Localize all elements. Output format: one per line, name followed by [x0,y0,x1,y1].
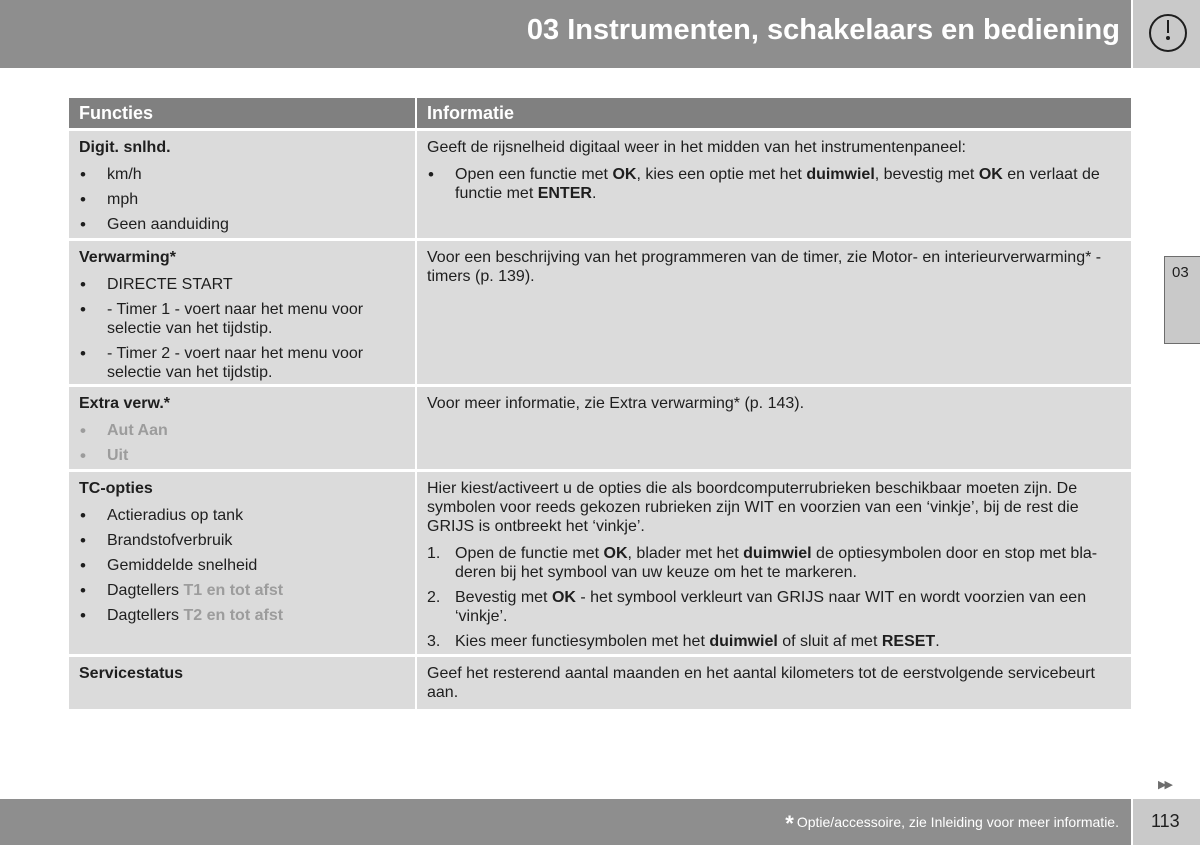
list-item: • DIRECTE START [79,275,405,294]
function-cell [69,472,417,654]
list-item: • km/h [79,165,405,184]
page-number: 113 [1151,811,1180,831]
chapter-icon-box [1131,0,1200,68]
info-text: Hier kiest/activeert u de opties die als boordcomputerrubrieken beschikbaar moeten zijn. De symbolen voor reeds gekozen rubrieken zijn WIT en voorzien van een ‘vinkje’, bij de rest die GRIJS is ontbreekt het ‘vinkje’. [427,480,1079,535]
list-item: • Brandstofverbruik [79,531,405,550]
chapter-side-tab-label: 03 [1172,264,1189,281]
list-item: • Open een functie met OK, kies een optie met het duimwiel, bevestig met OK en verlaat de functie met ENTER. [427,165,1121,203]
page-number-box [1131,799,1200,845]
function-cell [69,657,417,709]
info-cell [417,657,1131,709]
list-item: • - Timer 2 - voert naar het menu voor selectie van het tijdstip. [79,344,405,382]
list-item: 2. Bevestig met OK - het symbool verkleurt van GRIJS naar WIT en wordt voorzien van een ‘vinkje’. [427,589,1087,625]
table-header-row [69,98,1131,131]
info-text: Voor meer informatie, zie Extra verwarming* (p. 143). [427,395,805,412]
info-cell [417,472,1131,654]
chapter-title: 03 Instrumenten, schakelaars en bediening [526,14,1120,46]
list-item: 1. Open de functie met OK, blader met het duimwiel de optiesymbolen door en stop met bla-deren bij het symbool van uw keuze om het te markeren. [427,545,1098,581]
option-list [79,165,405,234]
info-cell [417,387,1131,469]
info-text: Geeft de rijsnelheid digitaal weer in het midden van het instrumentenpaneel: [427,139,966,156]
option-list [79,275,405,382]
list-item: • - Timer 1 - voert naar het menu voor selectie van het tijdstip. [79,300,405,338]
table-row [69,472,1131,657]
page-footer [0,799,1131,845]
list-item: • Geen aanduiding [79,215,405,234]
info-cell [417,131,1131,238]
table-row [69,131,1131,241]
list-item: • Aut Aan [79,421,405,440]
list-item: • mph [79,190,405,209]
list-item: • Dagtellers T2 en tot afst [79,606,405,625]
function-cell [69,241,417,384]
option-list [79,506,405,625]
function-name: Digit. snlhd. [79,139,171,156]
double-arrow-right-icon[interactable]: ▶▶ [1158,779,1171,791]
table-row [69,387,1131,472]
page-header [0,0,1131,68]
functions-table [69,98,1131,709]
column-header-functies: Functies [69,98,417,128]
info-bullets [427,165,1121,203]
function-name: TC-opties [79,480,153,497]
footnote: * Optie/accessoire, zie Inleiding voor meer informatie. [785,811,1119,836]
info-text: Geef het resterend aantal maanden en het aantal kilometers tot de eerstvolgende servicebeurt aan. [427,665,1095,701]
table-row [69,657,1131,709]
function-name: Verwarming* [79,249,176,266]
list-item: • Actieradius op tank [79,506,405,525]
function-name: Servicestatus [79,665,184,682]
list-item: • Dagtellers T1 en tot afst [79,581,405,600]
chapter-side-tab[interactable] [1164,256,1200,344]
option-list [79,421,405,465]
gauge-icon [1147,12,1189,54]
list-item: 3. Kies meer functiesymbolen met het duimwiel of sluit af met RESET. [427,633,940,650]
table-row [69,241,1131,387]
function-cell [69,387,417,469]
list-item: • Uit [79,446,405,465]
function-name: Extra verw.* [79,395,171,412]
info-cell [417,241,1131,384]
function-cell [69,131,417,238]
column-header-informatie: Informatie [427,103,515,123]
steps-list [427,544,1121,651]
list-item: • Gemiddelde snelheid [79,556,405,575]
info-text: Voor een beschrijving van het programmeren van de timer, zie Motor- en interieurverwarming* - timers (p. 139). [427,249,1102,285]
